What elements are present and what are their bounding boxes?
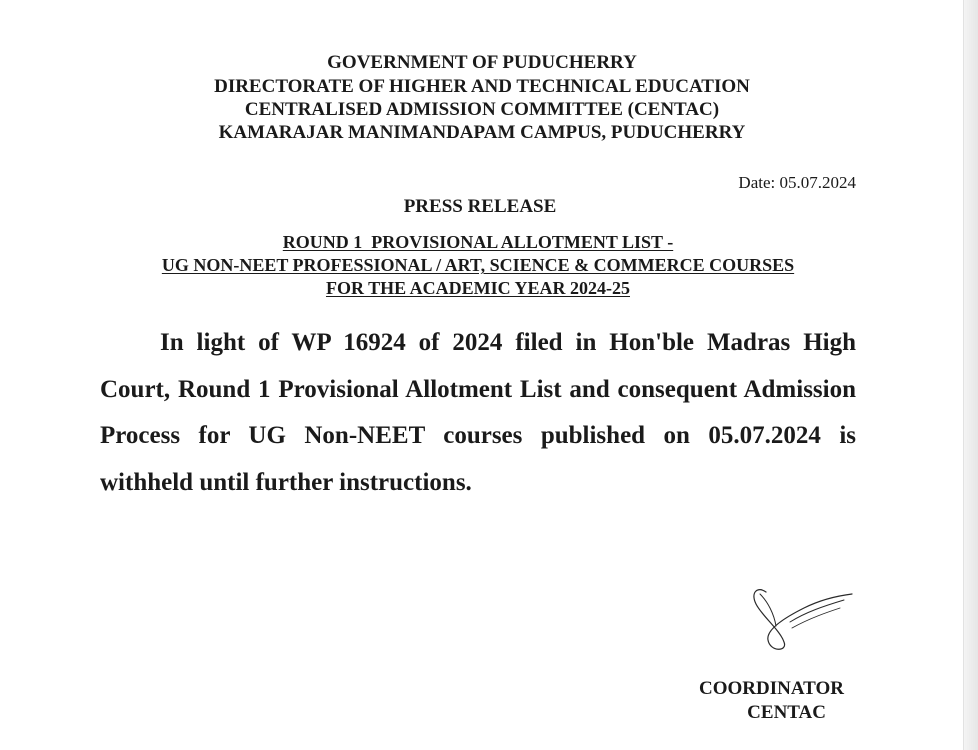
release-date: Date: 05.07.2024	[738, 173, 856, 192]
body-paragraph: In light of WP 16924 of 2024 filed in Hon'ble Madras High Court, Round 1 Provisional Allotment List and consequent Admission Process for UG Non-NEET courses published on 05.07.2024 is withheld until further instructions.	[100, 329, 856, 496]
header-campus: KAMARAJAR MANIMANDAPAM CAMPUS, PUDUCHERRY	[218, 122, 746, 143]
press-release-heading: PRESS RELEASE	[403, 196, 557, 217]
signatory-org: CENTAC	[747, 702, 826, 723]
signatory-title: COORDINATOR	[699, 678, 844, 699]
signature-image	[740, 582, 858, 654]
subject-line-2: UG NON-NEET PROFESSIONAL / ART, SCIENCE & COMMERCE COURSES	[161, 255, 795, 275]
subject-line-1: ROUND 1 PROVISIONAL ALLOTMENT LIST -	[282, 232, 674, 252]
header-directorate: DIRECTORATE OF HIGHER AND TECHNICAL EDUCATION	[214, 76, 750, 97]
header-committee: CENTRALISED ADMISSION COMMITTEE (CENTAC)	[244, 99, 720, 120]
subject-line-3: FOR THE ACADEMIC YEAR 2024-25	[325, 278, 630, 298]
viewer-edge	[963, 0, 978, 750]
header-government: GOVERNMENT OF PUDUCHERRY	[327, 52, 637, 73]
